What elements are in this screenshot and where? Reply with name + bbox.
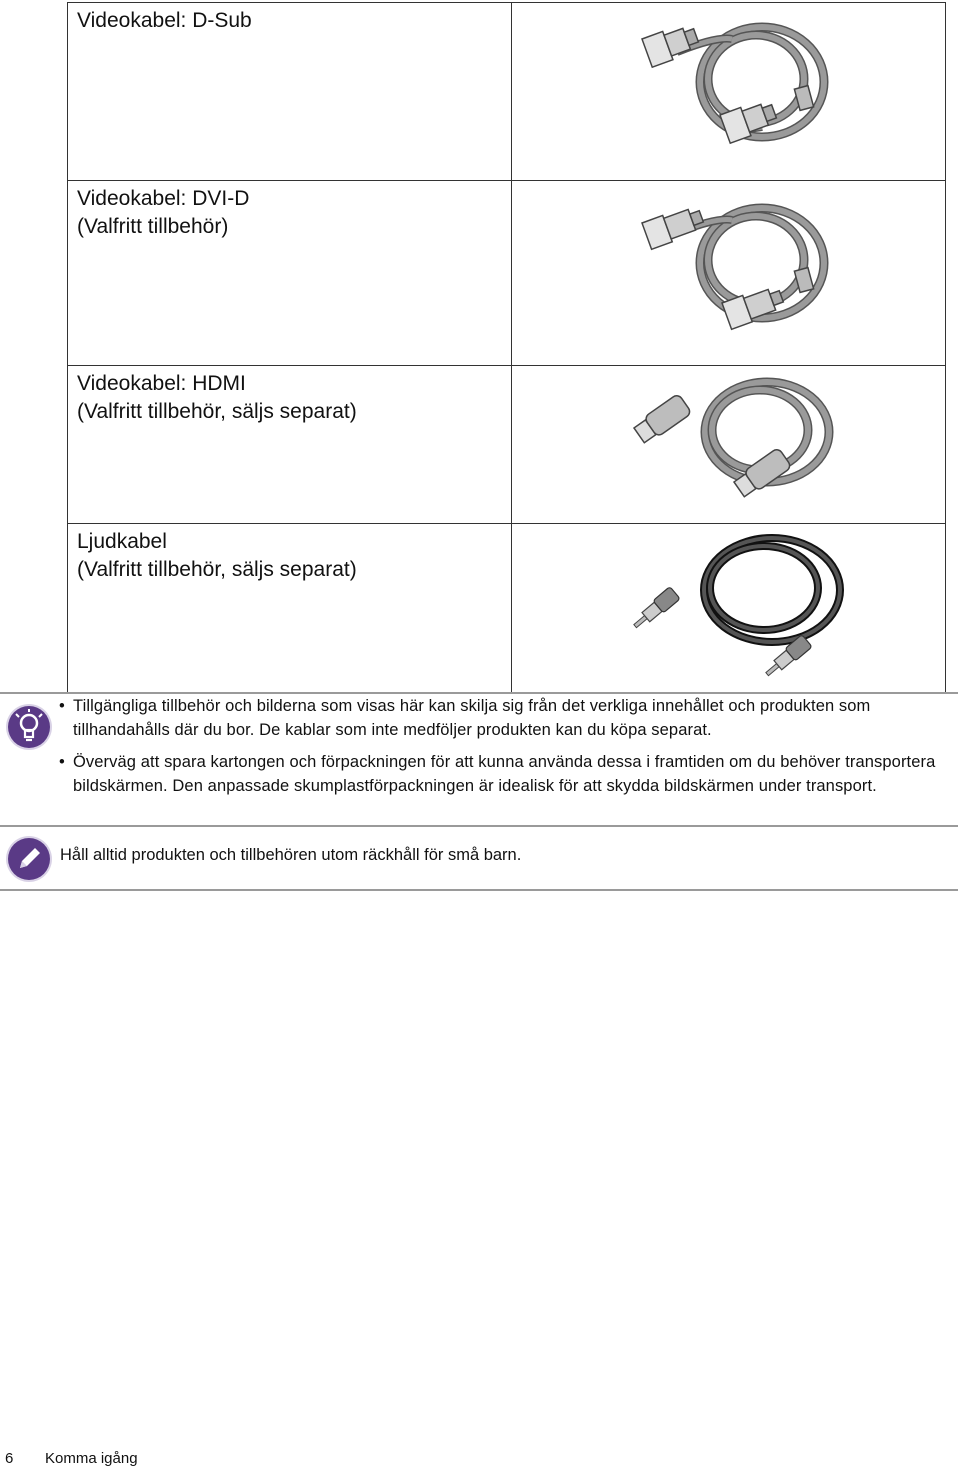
accessory-image-cell <box>512 181 946 366</box>
tip-item: • Överväg att spara kartongen och förpackningen för att kunna använda dessa i framtiden om du behöver transportera bildskärmen. Den anpassade skumplastförpackningen är idealisk för att skydda bildskärmen under transport. <box>58 751 953 798</box>
accessory-note: (Valfritt tillbehör, säljs separat) <box>77 558 357 581</box>
note-box <box>0 825 958 891</box>
accessory-image-cell <box>512 3 946 181</box>
accessory-name: Videokabel: D-Sub <box>77 9 252 32</box>
accessory-image-cell <box>512 366 946 524</box>
dvi-d-cable-image <box>622 185 842 350</box>
tip-box <box>0 692 958 826</box>
accessory-image-cell <box>512 524 946 693</box>
accessory-note: (Valfritt tillbehör, säljs separat) <box>77 400 357 423</box>
accessory-label-cell <box>68 3 512 181</box>
pencil-icon <box>8 838 50 880</box>
accessory-name: Videokabel: DVI-D <box>77 187 250 210</box>
audio-cable-image <box>622 528 852 683</box>
accessory-label-cell <box>68 366 512 524</box>
d-sub-cable-image <box>622 7 842 167</box>
section-title: Komma igång <box>45 1450 138 1467</box>
accessory-row-hdmi <box>68 366 946 524</box>
hdmi-cable-image <box>622 370 842 515</box>
accessory-note: (Valfritt tillbehör) <box>77 215 229 238</box>
accessory-label-cell <box>68 181 512 366</box>
lightbulb-icon <box>8 706 50 748</box>
accessory-row-dsub <box>68 3 946 181</box>
accessory-name: Ljudkabel <box>77 530 167 553</box>
tip-item: • Tillgängliga tillbehör och bilderna som visas här kan skilja sig från det verkliga innehållet och produkten som tillhandahålls där du bor. De kablar som inte medföljer produkten kan du köpa separat. <box>58 695 953 742</box>
note-text: Håll alltid produkten och tillbehören utom räckhåll för små barn. <box>60 846 522 864</box>
page-number: 6 <box>5 1450 14 1467</box>
tip-list <box>58 694 953 798</box>
accessory-row-dvi <box>68 181 946 366</box>
accessory-name: Videokabel: HDMI <box>77 372 246 395</box>
accessory-label-cell <box>68 524 512 693</box>
accessories-table <box>67 2 946 693</box>
accessory-row-audio <box>68 524 946 693</box>
